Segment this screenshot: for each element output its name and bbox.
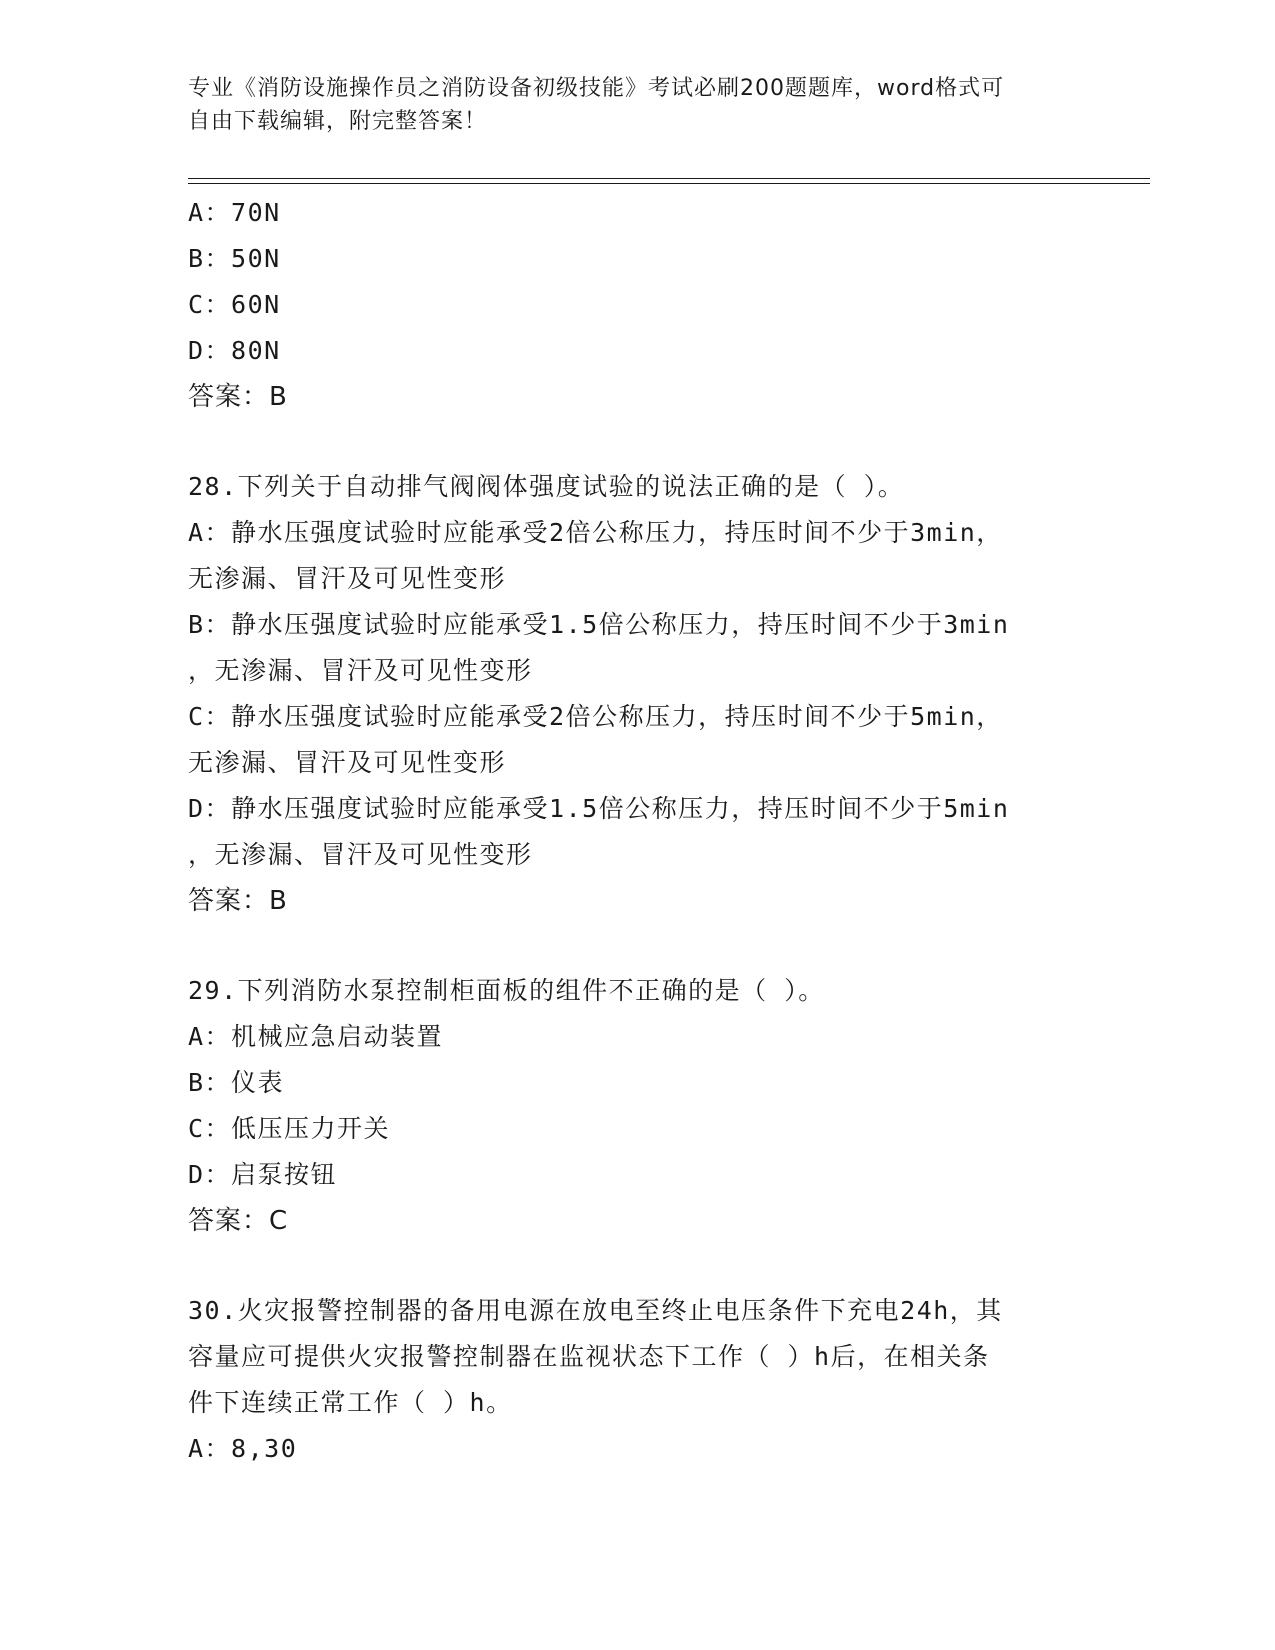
option-a: A：70N: [188, 198, 281, 227]
question-stem-line-1: 30.火灾报警控制器的备用电源在放电至终止电压条件下充电24h，其: [188, 1296, 1003, 1325]
option-d-line-2: ，无渗漏、冒汗及可见性变形: [188, 840, 533, 869]
question-list: [188, 190, 1088, 1472]
option-a: A：8,30: [188, 1434, 298, 1463]
question-29: [188, 968, 1088, 1244]
option-d: D：80N: [188, 336, 281, 365]
answer: 答案：B: [188, 886, 288, 916]
spacer: [188, 1244, 1088, 1288]
question-28: [188, 464, 1088, 924]
spacer: [188, 420, 1088, 464]
option-a-line-1: A：静水压强度试验时应能承受2倍公称压力，持压时间不少于3min，: [188, 518, 1003, 547]
option-c-line-2: 无渗漏、冒汗及可见性变形: [188, 748, 507, 777]
header-line-1: 专业《消防设施操作员之消防设备初级技能》考试必刷200题题库，word格式可: [188, 76, 1005, 101]
answer: 答案：C: [188, 1206, 289, 1236]
header-divider-bottom: [188, 183, 1150, 184]
question-30: [188, 1288, 1088, 1472]
page-header: [188, 72, 1088, 138]
question-stem: 29.下列消防水泵控制柜面板的组件不正确的是（ ）。: [188, 976, 825, 1005]
question-stem-line-3: 件下连续正常工作（ ）h。: [188, 1388, 513, 1417]
option-d-line-1: D：静水压强度试验时应能承受1.5倍公称压力，持压时间不少于5min: [188, 794, 1010, 823]
option-b: B：50N: [188, 244, 281, 273]
option-d: D：启泵按钮: [188, 1160, 338, 1189]
option-b: B：仪表: [188, 1068, 285, 1097]
option-b-line-2: ，无渗漏、冒汗及可见性变形: [188, 656, 533, 685]
header-line-2: 自由下载编辑，附完整答案！: [188, 109, 488, 134]
option-c-line-1: C：静水压强度试验时应能承受2倍公称压力，持压时间不少于5min，: [188, 702, 1003, 731]
header-divider-top: [188, 178, 1150, 179]
spacer: [188, 924, 1088, 968]
option-c: C：60N: [188, 290, 281, 319]
question-27: [188, 190, 1088, 420]
option-a: A：机械应急启动装置: [188, 1022, 444, 1051]
question-stem: 28.下列关于自动排气阀阀体强度试验的说法正确的是（ ）。: [188, 472, 905, 501]
answer: 答案：B: [188, 382, 288, 412]
option-c: C：低压压力开关: [188, 1114, 391, 1143]
question-stem-line-2: 容量应可提供火灾报警控制器在监视状态下工作（ ）h后，在相关条: [188, 1342, 990, 1371]
option-a-line-2: 无渗漏、冒汗及可见性变形: [188, 564, 507, 593]
option-b-line-1: B：静水压强度试验时应能承受1.5倍公称压力，持压时间不少于3min: [188, 610, 1010, 639]
